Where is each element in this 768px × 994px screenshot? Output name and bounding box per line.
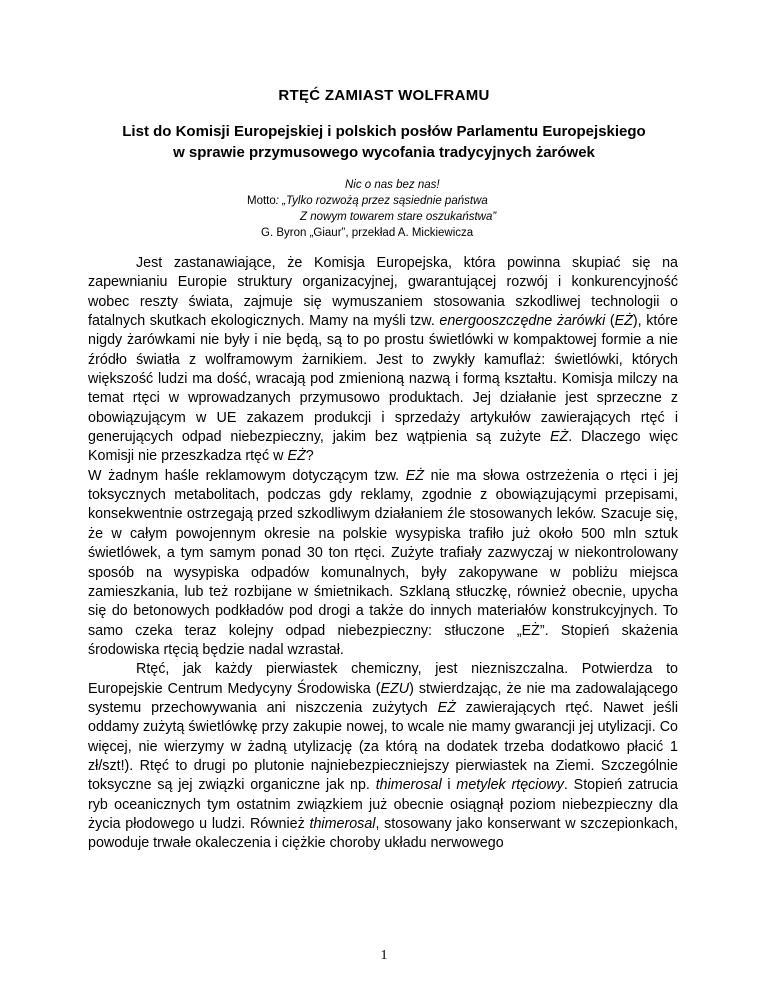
motto-quote-start: „Tylko rozwożą przez sąsiednie państwa (282, 195, 488, 207)
italic-term: EŻ (405, 467, 425, 484)
italic-term: EŻ (287, 448, 306, 465)
text-span: ) stwierdzając, że nie ma zadowalającego systemu przechowywania ani niszczenia zużytych (88, 680, 678, 716)
motto-block (0, 177, 768, 241)
document-subtitle (90, 121, 678, 163)
italic-term: metylek rtęciowy (456, 777, 564, 794)
motto-colon: : (275, 195, 283, 207)
motto-line-2 (0, 193, 768, 209)
text-span: Jest zastanawiające, że Komisja Europejska, która powinna skupiać się na zapewnianiu Europie struktury organizacyjnej, gwarantującej rozwój i konkurencyjność wobec reszty świata, zajmuje się wymuszaniem stosowania szkodliwej technologii o fatalnych skutkach ekologicznych. Mamy na myśli tzw. (88, 255, 678, 330)
motto-line-1: Nic o nas bez nas! (345, 179, 440, 191)
page-number: 1 (380, 948, 388, 963)
text-span: ( (605, 313, 615, 330)
text-span: Rtęć, jak każdy pierwiastek chemiczny, jest niezniszczalna. Potwierdza to Europejskie Centrum Medycyny Środowiska ( (88, 661, 678, 697)
motto-label: Motto (247, 195, 276, 207)
text-span: nie ma słowa ostrzeżenia o rtęci i jej toksycznych metabolitach, podczas gdy reklamy, zgodnie z obowiązującymi przepisami, konsekwentnie ostrzegają przed szkodliwym działaniem źle stosowanych leków. Szacuje się, że w całym powojennym okresie na polskie wysypiska trafiło już około 500 mln sztuk świetlówek, a tym samym ponad 30 ton rtęci. Zużyte trafiały zazwyczaj w niekontrolowany sposób na wysypiska odpadów komunalnych, były zakopywane w pobliżu miejsca zamieszkania, lub też rozbijane w śmietnikach. Szklaną stłuczkę, również obecnie, upycha się do betonowych podkładów pod drogi a także do innych materiałów konstrukcyjnych. To samo czeka teraz kolejny odpad niebezpieczny: stłuczone „EŻ”. Stopień skażenia środowiska rtęcią będzie nadal wzrastał. (88, 467, 679, 658)
italic-term: energooszczędne żarówki (439, 313, 606, 330)
italic-term: thimerosal (309, 815, 376, 832)
text-span: W żadnym haśle reklamowym dotyczącym tzw. (88, 467, 406, 484)
italic-term: EŻ (437, 699, 456, 716)
subtitle-line-2: w sprawie przymusowego wycofania tradycyjnych żarówek (173, 144, 595, 161)
motto-attribution: G. Byron „Giaur”, przekład A. Mickiewicza (261, 227, 474, 239)
text-span: i (441, 777, 457, 794)
text-span: . Dlaczego więc Komisji nie przeszkadza rtęć w (88, 429, 678, 465)
text-span: ? (305, 448, 314, 465)
document-title: RTĘĆ ZAMIAST WOLFRAMU (278, 87, 490, 104)
paragraph-3 (88, 660, 678, 853)
body-text (88, 254, 678, 854)
italic-term: thimerosal (375, 777, 442, 794)
italic-term: EŻ (549, 429, 569, 446)
text-span: , stosowany jako konserwant w szczepionkach, powoduje trwałe okaleczenia i ciężkie choroby układu nerwowego (88, 815, 678, 852)
paragraph-1 (88, 254, 678, 467)
motto-line-3: Z nowym towarem stare oszukaństwa” (300, 211, 497, 223)
text-span: . Stopień zatrucia ryb oceanicznych tym ostatnim związkiem już obecnie osiągnął poziom niebezpieczny dla życia płodowego u ludzi. Również (88, 777, 678, 832)
italic-term: EŻ (614, 313, 633, 330)
subtitle-line-1: List do Komisji Europejskiej i polskich posłów Parlamentu Europejskiego (122, 123, 646, 140)
text-span: ), które nigdy żarówkami nie były i nie będą, są to po prostu świetlówki w kompaktowej formie a nie źródło światła z wolframowym żarnikiem. Jest to zwykły kamuflaż: świetlówki, których większość ludzi ma dość, wracają pod zmienioną nazwą i formą kształtu. Komisja milczy na temat rtęci w wprowadzanych przymusowo produktach. Jej działanie jest sprzeczne z obowiązującym w UE zakazem produkcji i sprzedaży artykułów zawierających rtęć i generujących odpad niebezpieczny, jakim bez wątpienia są zużyte (88, 313, 678, 446)
paragraph-2 (88, 467, 678, 660)
italic-term: EZU (380, 680, 410, 697)
text-span: zawierających rtęć. Nawet jeśli oddamy zużytą świetlówkę przy zakupie nowej, to wcale nie mamy gwarancji jej utylizacji. Co więcej, nie wierzymy w żadną utylizację (za którą na dodatek trzeba dodatkowo płacić 1 zł/szt!). Rtęć to drugi po plutonie najniebezpieczniejszy pierwiastek na Ziemi. Szczególnie toksyczne są jej związki organiczne jak np. (88, 699, 678, 794)
